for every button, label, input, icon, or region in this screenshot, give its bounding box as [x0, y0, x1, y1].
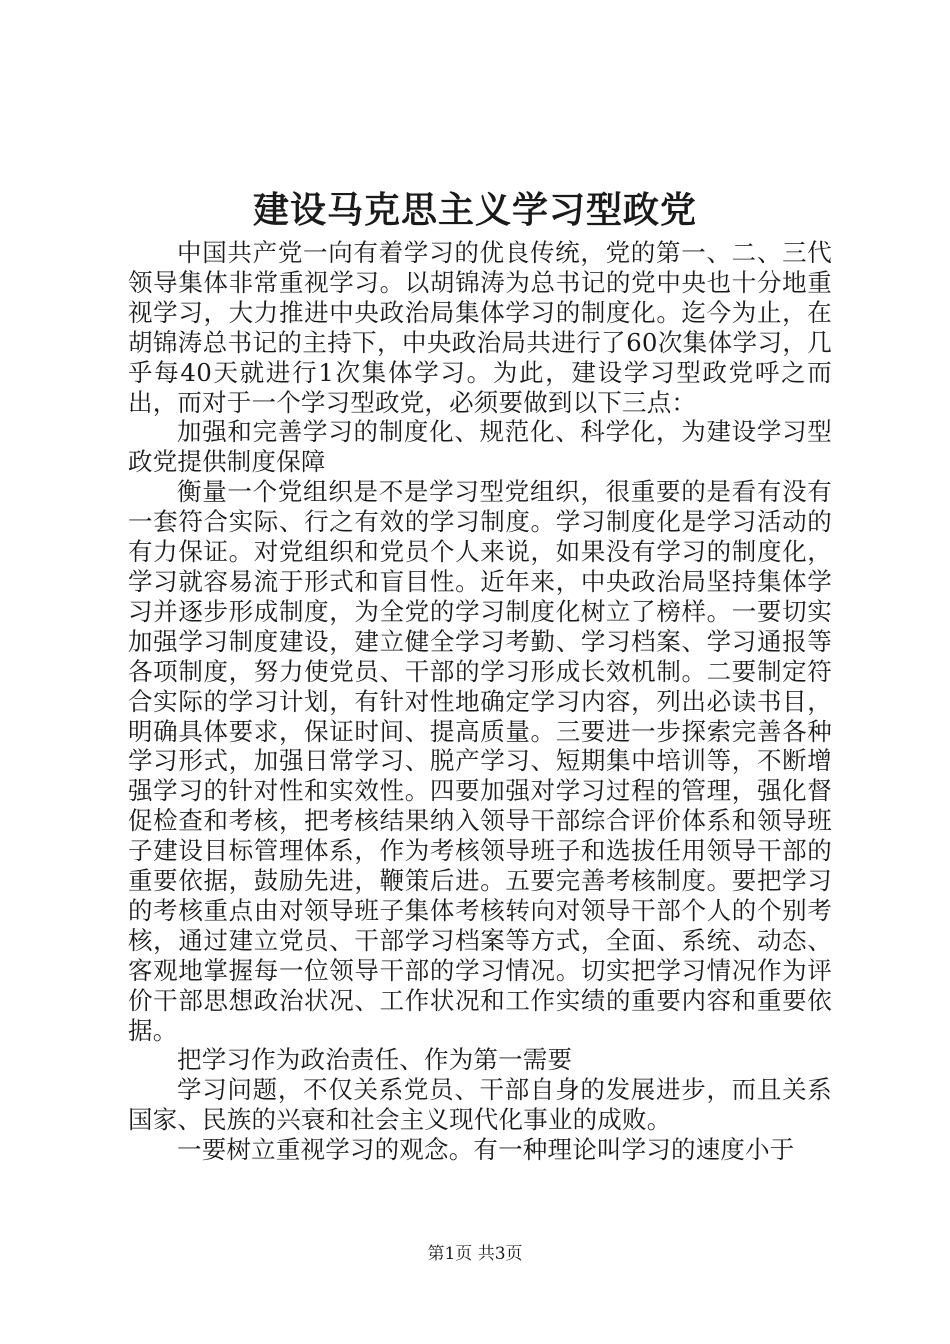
document-title: 建设马克思主义学习型政党 — [252, 189, 697, 231]
page-footer: 第1页 共3页 — [427, 1244, 523, 1264]
paragraph-intro: 中国共产党一向有着学习的优良传统，党的第一、二、三代领导集体非常重视学习。以胡锦涛为总书记的党中央也十分地重视学习，大力推进中央政治局集体学习的制度化。迄今为止，在胡锦涛总书记的主持下，中央政治局共进行了60次集体学习，几乎每40天就进行1次集体学习。为此，建设学习型政党呼之而出，而对于一个学习型政党，必须要做到以下三点： — [128, 238, 832, 417]
paragraph-first-point: 一要树立重视学习的观念。有一种理论叫学习的速度小于 — [177, 1135, 795, 1165]
paragraph-importance: 学习问题，不仅关系党员、干部自身的发展进步，而且关系国家、民族的兴衰和社会主义现代化事业的成败。 — [128, 1075, 832, 1135]
paragraph-heading-2: 把学习作为政治责任、作为第一需要 — [177, 1045, 573, 1075]
paragraph-heading-1: 加强和完善学习的制度化、规范化、科学化，为建设学习型政党提供制度保障 — [128, 417, 832, 477]
document-body — [128, 238, 832, 1165]
paragraph-institutionalization: 衡量一个党组织是不是学习型党组织，很重要的是看有没有一套符合实际、行之有效的学习制度。学习制度化是学习活动的有力保证。对党组织和党员个人来说，如果没有学习的制度化，学习就容易流于形式和盲目性。近年来，中央政治局坚持集体学习并逐步形成制度，为全党的学习制度化树立了榜样。一要切实加强学习制度建设，建立健全学习考勤、学习档案、学习通报等各项制度，努力使党员、干部的学习形成长效机制。二要制定符合实际的学习计划，有针对性地确定学习内容，列出必读书目，明确具体要求，保证时间、提高质量。三要进一步探索完善各种学习形式，加强日常学习、脱产学习、短期集中培训等，不断增强学习的针对性和实效性。四要加强对学习过程的管理，强化督促检查和考核，把考核结果纳入领导干部综合评价体系和领导班子建设目标管理体系，作为考核领导班子和选拔任用领导干部的重要依据，鼓励先进，鞭策后进。五要完善考核制度。要把学习的考核重点由对领导班子集体考核转向对领导干部个人的个别考核，通过建立党员、干部学习档案等方式，全面、系统、动态、客观地掌握每一位领导干部的学习情况。切实把学习情况作为评价干部思想政治状况、工作状况和工作实绩的重要内容和重要依据。 — [128, 477, 832, 1045]
